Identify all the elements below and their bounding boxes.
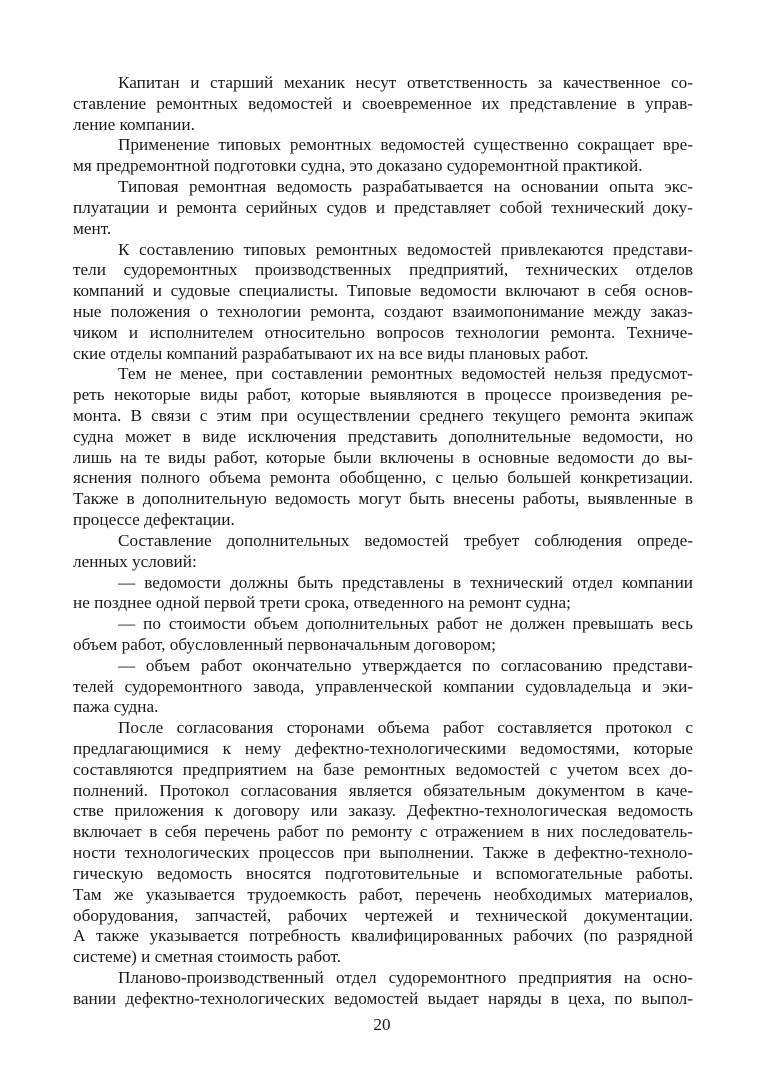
text-line: А также указывается потребность квалифицированных рабочих (по разрядной xyxy=(73,926,693,946)
page-body-text xyxy=(73,73,693,1010)
text-line: чиком и исполнителем относительно вопросов технологии ремонта. Техниче- xyxy=(73,322,693,342)
text-line: оборудования, запчастей, рабочих чертежей и технической документации. xyxy=(73,905,693,925)
page-number: 20 xyxy=(373,1015,391,1034)
text-line: К составлению типовых ремонтных ведомостей привлекаются представи- xyxy=(118,239,693,259)
text-line: компаний и судовые специалисты. Типовые ведомости включают в себя основ- xyxy=(73,281,693,301)
text-line: включает в себя перечень работ по ремонту с отражением в них последователь- xyxy=(73,822,693,842)
text-line: судна может в виде исключения представить дополнительные ведомости, но xyxy=(73,426,693,446)
text-line: составляются предприятием на базе ремонтных ведомостей с учетом всех до- xyxy=(73,759,693,779)
text-line: объем работ, обусловленный первоначальным договором; xyxy=(73,634,496,654)
text-line: яснения полного объема ремонта обобщенно, с целью большей конкретизации. xyxy=(73,468,693,488)
text-line: Тем не менее, при составлении ремонтных ведомостей нельзя предусмот- xyxy=(118,364,693,384)
text-line: тели судоремонтных производственных предприятий, технических отделов xyxy=(73,260,693,280)
text-line: мя предремонтной подготовки судна, это доказано судоремонтной практикой. xyxy=(73,156,643,176)
text-line: гическую ведомость вносятся подготовительные и вспомогательные работы. xyxy=(73,863,693,883)
text-line: не позднее одной первой трети срока, отведенного на ремонт судна; xyxy=(73,593,571,613)
text-line: ление компании. xyxy=(73,114,195,134)
text-line: предлагающимися к нему дефектно-технологическими ведомостями, которые xyxy=(73,739,693,758)
text-line: мент. xyxy=(73,218,112,238)
text-line: Планово-производственный отдел судоремонтного предприятия на осно- xyxy=(118,967,693,987)
text-line: ленных условий: xyxy=(73,551,197,571)
text-line: Также в дополнительную ведомость могут быть внесены работы, выявленные в xyxy=(73,489,693,509)
text-line: ности технологических процессов при выполнении. Также в дефектно-техноло- xyxy=(73,843,693,863)
text-line: — объем работ окончательно утверждается по согласованию представи- xyxy=(118,655,693,675)
text-line: Типовая ремонтная ведомость разрабатывается на основании опыта экс- xyxy=(118,177,693,197)
text-line: Составление дополнительных ведомостей требует соблюдения опреде- xyxy=(118,530,693,550)
text-line: пажа судна. xyxy=(73,697,159,717)
text-line: стве приложения к договору или заказу. Дефектно-технологическая ведомость xyxy=(73,801,693,821)
text-line: реть некоторые виды работ, которые выявляются в процессе произведения ре- xyxy=(73,385,693,405)
text-line: Применение типовых ремонтных ведомостей существенно сокращает вре- xyxy=(118,135,693,155)
text-line: процессе дефектации. xyxy=(73,510,235,530)
text-line: полнений. Протокол согласования является обязательным документом в каче- xyxy=(73,780,693,800)
text-line: вании дефектно-технологических ведомостей выдает наряды в цеха, по выпол- xyxy=(73,988,693,1008)
text-line: лишь на те виды работ, которые были включены в основные ведомости до вы- xyxy=(73,447,693,467)
text-line: телей судоремонтного завода, управленческой компании судовладельца и эки- xyxy=(73,676,693,696)
text-line: монта. В связи с этим при осуществлении среднего текущего ремонта экипаж xyxy=(73,406,693,425)
text-line: — ведомости должны быть представлены в технический отдел компании xyxy=(118,572,693,592)
text-line: Там же указывается трудоемкость работ, перечень необходимых материалов, xyxy=(73,884,693,904)
text-line: системе) и сметная стоимость работ. xyxy=(73,947,342,967)
text-line: После согласования сторонами объема работ составляется протокол с xyxy=(118,718,693,738)
text-line: Капитан и старший механик несут ответственность за качественное со- xyxy=(118,73,693,92)
text-line: — по стоимости объем дополнительных работ не должен превышать весь xyxy=(118,614,693,634)
text-line: ставление ремонтных ведомостей и своевременное их представление в управ- xyxy=(73,93,693,113)
text-line: плуатации и ремонта серийных судов и представляет собой технический доку- xyxy=(73,197,693,217)
text-line: ские отделы компаний разрабатывают их на все виды плановых работ. xyxy=(73,343,589,363)
text-line: ные положения о технологии ремонта, создают взаимопонимание между заказ- xyxy=(73,301,693,321)
